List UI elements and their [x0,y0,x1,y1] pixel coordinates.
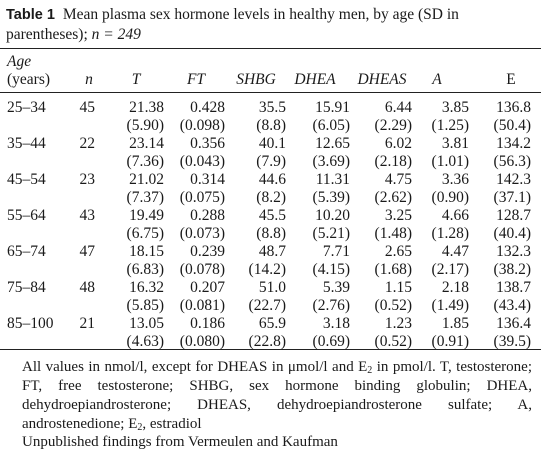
cell-sd: (40.4) [493,225,531,242]
cell-sd: (1.01) [431,153,469,170]
cell-sd: (2.17) [431,261,469,278]
cell-sd: (3.69) [312,153,350,170]
cell-mean: 3.18 [322,315,350,332]
cell-mean: 21.02 [129,171,164,188]
cell-sd: (38.2) [493,261,531,278]
cell-mean: 23.14 [129,135,164,152]
cell-sd: (0.098) [179,117,225,134]
cell-sd: (8.8) [256,117,286,134]
cell-mean: 16.32 [129,279,164,296]
caption-n: n = 249 [91,26,141,43]
cell-mean: 11.31 [315,171,350,188]
cell-mean: 12.65 [315,135,350,152]
cell-mean: 2.18 [441,279,469,296]
cell-sd: (0.52) [374,333,412,350]
header-age: Age [7,53,32,70]
cell-mean: 142.3 [496,171,531,188]
cell-mean: 0.207 [190,279,225,296]
cell-mean: 44.6 [258,171,286,188]
cell-mean: 0.186 [190,315,225,332]
cell-mean: 15.91 [315,99,350,116]
cell-mean: 40.1 [258,135,286,152]
cell-mean: 136.8 [496,99,531,116]
cell-sd: (2.29) [374,117,412,134]
cell-sd: (5.39) [312,189,350,206]
cell-mean: 0.314 [190,171,225,188]
cell-mean: 7.71 [322,243,350,260]
cell-mean: 3.36 [441,171,469,188]
cell-sd: (56.3) [493,153,531,170]
cell-sd: (0.073) [179,225,225,242]
cell-mean: 0.428 [190,99,225,116]
cell-sd: (0.52) [374,297,412,314]
cell-sd: (1.68) [374,261,412,278]
cell-mean: 5.39 [322,279,350,296]
cell-mean: 3.25 [384,207,412,224]
cell-mean: 65.9 [258,315,286,332]
cell-mean: 18.15 [129,243,164,260]
cell-sd: (0.90) [431,189,469,206]
cell-sd: (1.49) [431,297,469,314]
cell-mean: 4.47 [441,243,469,260]
row-n: 22 [79,135,95,152]
cell-sd: (6.75) [126,225,164,242]
cell-mean: 3.81 [441,135,469,152]
cell-sd: (8.2) [256,189,286,206]
cell-sd: (37.1) [493,189,531,206]
header-col-4: DHEA [294,71,336,88]
cell-sd: (2.76) [312,297,350,314]
cell-sd: (0.69) [312,333,350,350]
row-age: 25–34 [7,99,46,116]
cell-mean: 10.20 [315,207,350,224]
cell-mean: 19.49 [129,207,164,224]
cell-sd: (0.081) [179,297,225,314]
cell-sd: (0.078) [179,261,225,278]
cell-mean: 6.02 [384,135,412,152]
cell-sd: (0.075) [179,189,225,206]
row-n: 48 [79,279,95,296]
cell-sd: (6.05) [312,117,350,134]
cell-sd: (4.15) [312,261,350,278]
caption-text: Mean plasma sex hormone levels in healthy men, by age (SD in parentheses); [6,6,459,43]
cell-sd: (7.37) [126,189,164,206]
cell-mean: 51.0 [258,279,286,296]
row-age: 45–54 [7,171,46,188]
cell-sd: (7.9) [256,153,286,170]
header-col-3: SHBG [236,71,276,88]
row-age: 65–74 [7,243,46,260]
row-age: 75–84 [7,279,46,296]
cell-sd: (14.2) [248,261,286,278]
header-age-unit: (years) [7,71,51,88]
cell-sd: (1.48) [374,225,412,242]
cell-mean: 13.05 [129,315,164,332]
cell-sd: (0.91) [431,333,469,350]
cell-mean: 1.23 [384,315,412,332]
cell-sd: (43.4) [493,297,531,314]
cell-sd: (6.83) [126,261,164,278]
cell-mean: 0.288 [190,207,225,224]
header-col-7: E [506,71,516,88]
header-col-6: A [432,71,442,88]
header-rule [0,92,541,93]
cell-sd: (22.7) [248,297,286,314]
header-col-5: DHEAS [357,71,407,88]
cell-sd: (0.043) [179,153,225,170]
cell-mean: 2.65 [384,243,412,260]
table-caption [6,5,531,45]
cell-sd: (7.36) [126,153,164,170]
cell-sd: (8.8) [256,225,286,242]
row-n: 23 [79,171,95,188]
cell-mean: 35.5 [258,99,286,116]
row-n: 45 [79,99,95,116]
cell-mean: 134.2 [496,135,531,152]
table-footnote: All values in nmol/l, except for DHEAS in μmol/l and $E_2$ in pmol/l. T, testosterone; FT, free testosterone; SHBG, sex hormone binding globulin; DHEA, dehydroepiandrosterone; DHEAS, dehydroepiandrosterone sulfate; A, androstenedione; $E_2$, estradiol [22,359,532,433]
row-n: 21 [79,315,95,332]
row-n: 43 [79,207,95,224]
cell-mean: 48.7 [258,243,286,260]
cell-sd: (4.63) [126,333,164,350]
cell-mean: 21.38 [129,99,164,116]
cell-sd: (5.21) [312,225,350,242]
cell-mean: 4.66 [441,207,469,224]
header-col-0: n [85,71,93,88]
cell-mean: 0.239 [190,243,225,260]
cell-mean: 1.15 [384,279,412,296]
cell-mean: 128.7 [496,207,531,224]
cell-mean: 3.85 [441,99,469,116]
header-col-1: T [131,71,141,88]
cell-sd: (1.28) [431,225,469,242]
row-age: 55–64 [7,207,46,224]
cell-sd: (50.4) [493,117,531,134]
cell-sd: (1.25) [431,117,469,134]
table-source: Unpublished findings from Vermeulen and Kaufman [22,434,338,450]
cell-mean: 138.7 [496,279,531,296]
cell-mean: 132.3 [496,243,531,260]
row-age: 85–100 [7,315,54,332]
cell-mean: 136.4 [496,315,531,332]
header-col-2: FT [186,71,206,88]
cell-sd: (5.90) [126,117,164,134]
cell-mean: 6.44 [384,99,412,116]
cell-sd: (22.8) [248,333,286,350]
row-age: 35–44 [7,135,46,152]
cell-sd: (5.85) [126,297,164,314]
cell-sd: (39.5) [493,333,531,350]
row-n: 47 [79,243,95,260]
cell-sd: (2.18) [374,153,412,170]
cell-mean: 4.75 [384,171,412,188]
cell-mean: 1.85 [441,315,469,332]
cell-mean: 0.356 [190,135,225,152]
cell-mean: 45.5 [258,207,286,224]
cell-sd: (0.080) [179,333,225,350]
table-label: Table 1 [6,7,55,23]
cell-sd: (2.62) [374,189,412,206]
top-rule [0,48,541,49]
